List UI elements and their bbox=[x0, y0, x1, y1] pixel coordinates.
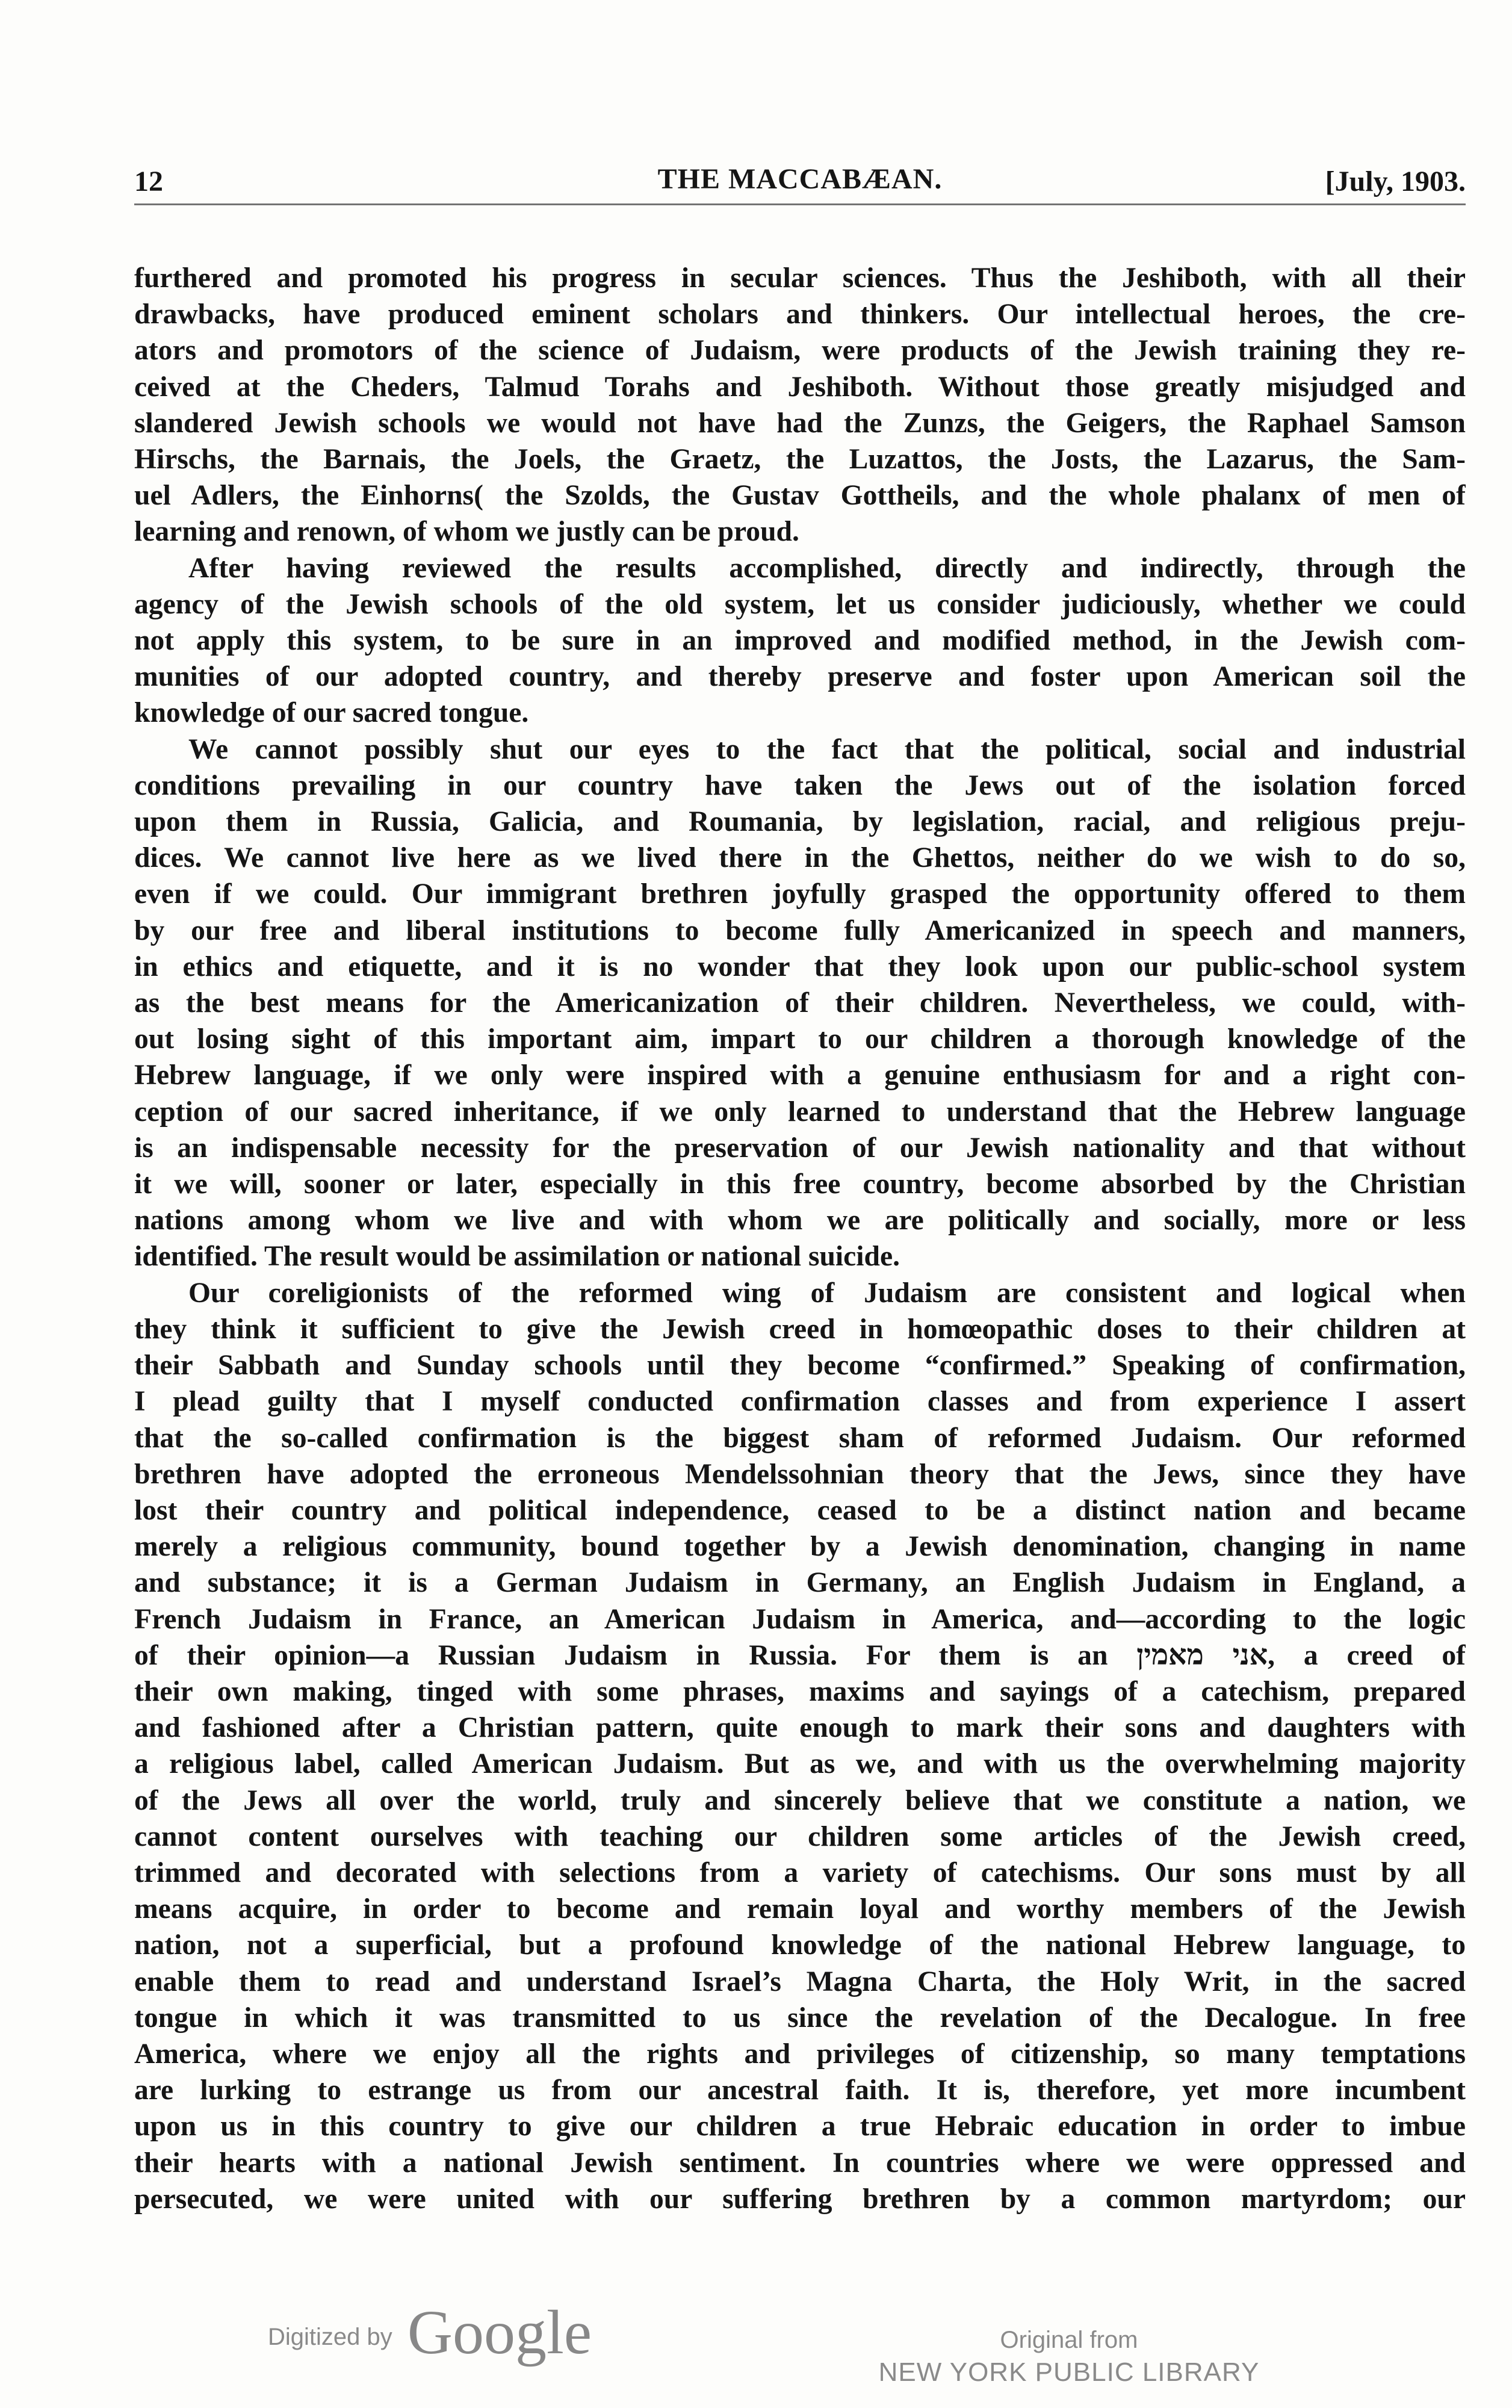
text-line: uel Adlers, the Einhorns( the Szolds, the Gustav Gottheils, and the whole phalanx of men of bbox=[134, 480, 1466, 512]
text-line: ators and promotors of the science of Judaism, were products of the Jewish training they re- bbox=[134, 335, 1466, 367]
text-line: After having reviewed the results accomplished, directly and indirectly, through the bbox=[188, 552, 1466, 584]
text-line: persecuted, we were united with our suffering brethren by a common martyrdom; our bbox=[134, 2183, 1466, 2215]
text-line: that the so-called confirmation is the biggest sham of reformed Judaism. Our reformed bbox=[134, 1422, 1466, 1454]
text-line: lost their country and political independence, ceased to be a distinct nation and became bbox=[134, 1494, 1466, 1526]
text-line: knowledge of our sacred tongue. bbox=[134, 697, 529, 729]
text-line: We cannot possibly shut our eyes to the fact that the political, social and industrial bbox=[188, 733, 1466, 765]
text-line: agency of the Jewish schools of the old system, let us consider judiciously, whether we could bbox=[134, 588, 1466, 620]
text-line: by our free and liberal institutions to become fully Americanized in speech and manners, bbox=[134, 914, 1466, 946]
text-line: Our coreligionists of the reformed wing of Judaism are consistent and logical when bbox=[188, 1277, 1466, 1309]
text-line: ception of our sacred inheritance, if we only learned to understand that the Hebrew language bbox=[134, 1096, 1466, 1128]
text-line: of their opinion—a Russian Judaism in Russia. For them is an אני מאמין, a creed of bbox=[134, 1639, 1466, 1671]
text-line: upon us in this country to give our children a true Hebraic education in order to imbue bbox=[134, 2111, 1466, 2143]
text-line: slandered Jewish schools we would not have had the Zunzs, the Geigers, the Raphael Samson bbox=[134, 407, 1466, 439]
text-line: as the best means for the Americanization of their children. Nevertheless, we could, with- bbox=[134, 987, 1466, 1019]
text-line: and substance; it is a German Judaism in Germany, an English Judaism in England, a bbox=[134, 1567, 1466, 1599]
text-line: in ethics and etiquette, and it is no wonder that they look upon our public-school system bbox=[134, 951, 1466, 982]
text-line: identified. The result would be assimilation or national suicide. bbox=[134, 1241, 900, 1273]
running-header bbox=[134, 158, 1466, 206]
text-line: tongue in which it was transmitted to us since the revelation of the Decalogue. In free bbox=[134, 2002, 1466, 2034]
text-line: and fashioned after a Christian pattern, quite enough to mark their sons and daughters with bbox=[134, 1712, 1466, 1744]
digitized-label: Digitized by bbox=[268, 2324, 392, 2350]
text-line: upon them in Russia, Galicia, and Roumania, by legislation, racial, and religious preju- bbox=[134, 806, 1466, 838]
text-line: merely a religious community, bound together by a Jewish denomination, changing in name bbox=[134, 1531, 1466, 1563]
page-number: 12 bbox=[134, 166, 163, 197]
text-line: of the Jews all over the world, truly and sincerely believe that we constitute a nation, we bbox=[134, 1784, 1466, 1816]
text-line: means acquire, in order to become and remain loyal and worthy members of the Jewish bbox=[134, 1893, 1466, 1925]
issue-date: [July, 1903. bbox=[1325, 166, 1466, 197]
digitized-credit bbox=[268, 2297, 592, 2368]
text-line: enable them to read and understand Israel’s Magna Charta, the Holy Writ, in the sacred bbox=[134, 1966, 1466, 1997]
text-line: they think it sufficient to give the Jewish creed in homœopathic doses to their children at bbox=[134, 1313, 1466, 1345]
header-rule bbox=[134, 203, 1466, 205]
text-line: their Sabbath and Sunday schools until they become “confirmed.” Speaking of confirmation, bbox=[134, 1350, 1466, 1382]
text-line: even if we could. Our immigrant brethren joyfully grasped the opportunity offered to them bbox=[134, 878, 1466, 910]
text-line: dices. We cannot live here as we lived there in the Ghettos, neither do we wish to do so, bbox=[134, 842, 1466, 874]
original-label: Original from bbox=[1000, 2327, 1138, 2353]
text-line: conditions prevailing in our country have taken the Jews out of the isolation forced bbox=[134, 769, 1466, 801]
library-name: NEW YORK PUBLIC LIBRARY bbox=[878, 2357, 1260, 2387]
text-line: their own making, tinged with some phrases, maxims and sayings of a catechism, prepared bbox=[134, 1675, 1466, 1707]
text-line: I plead guilty that I myself conducted confirmation classes and from experience I assert bbox=[134, 1386, 1466, 1418]
text-line: it we will, sooner or later, especially in this free country, become absorbed by the Christian bbox=[134, 1168, 1466, 1200]
text-line: Hebrew language, if we only were inspired with a genuine enthusiasm for and a right con- bbox=[134, 1060, 1466, 1091]
text-line: America, where we enjoy all the rights and privileges of citizenship, so many temptations bbox=[134, 2038, 1466, 2070]
text-line: furthered and promoted his progress in secular sciences. Thus the Jeshiboth, with all their bbox=[134, 262, 1466, 294]
text-line: cannot content ourselves with teaching our children some articles of the Jewish creed, bbox=[134, 1820, 1466, 1852]
text-line: trimmed and decorated with selections from a variety of catechisms. Our sons must by all bbox=[134, 1857, 1466, 1888]
text-line: French Judaism in France, an American Judaism in America, and—according to the logic bbox=[134, 1603, 1466, 1635]
text-line: Hirschs, the Barnais, the Joels, the Graetz, the Luzattos, the Josts, the Lazarus, the Sam- bbox=[134, 444, 1466, 476]
text-line: a religious label, called American Judaism. But as we, and with us the overwhelming majority bbox=[134, 1748, 1466, 1780]
text-line: are lurking to estrange us from our ancestral faith. It is, therefore, yet more incumbent bbox=[134, 2074, 1466, 2106]
text-line: nations among whom we live and with whom we are politically and socially, more or less bbox=[134, 1205, 1466, 1237]
text-line: not apply this system, to be sure in an improved and modified method, in the Jewish com- bbox=[134, 625, 1466, 657]
journal-title: THE MACCABÆAN. bbox=[657, 163, 943, 195]
library-credit bbox=[876, 2324, 1262, 2389]
text-line: learning and renown, of whom we justly can be proud. bbox=[134, 516, 799, 548]
text-line: drawbacks, have produced eminent scholars and thinkers. Our intellectual heroes, the cre- bbox=[134, 299, 1466, 330]
google-logo: Google bbox=[407, 2298, 592, 2367]
text-line: out losing sight of this important aim, impart to our children a thorough knowledge of the bbox=[134, 1023, 1466, 1055]
text-line: nation, not a superficial, but a profound knowledge of the national Hebrew language, to bbox=[134, 1929, 1466, 1961]
text-line: ceived at the Cheders, Talmud Torahs and Jeshiboth. Without those greatly misjudged and bbox=[134, 371, 1466, 403]
text-line: their hearts with a national Jewish sentiment. In countries where we were oppressed and bbox=[134, 2147, 1466, 2179]
article-body bbox=[134, 260, 1466, 2217]
text-line: is an indispensable necessity for the preservation of our Jewish nationality and that without bbox=[134, 1132, 1466, 1164]
text-line: brethren have adopted the erroneous Mendelssohnian theory that the Jews, since they have bbox=[134, 1458, 1466, 1490]
text-line: munities of our adopted country, and thereby preserve and foster upon American soil the bbox=[134, 661, 1466, 693]
